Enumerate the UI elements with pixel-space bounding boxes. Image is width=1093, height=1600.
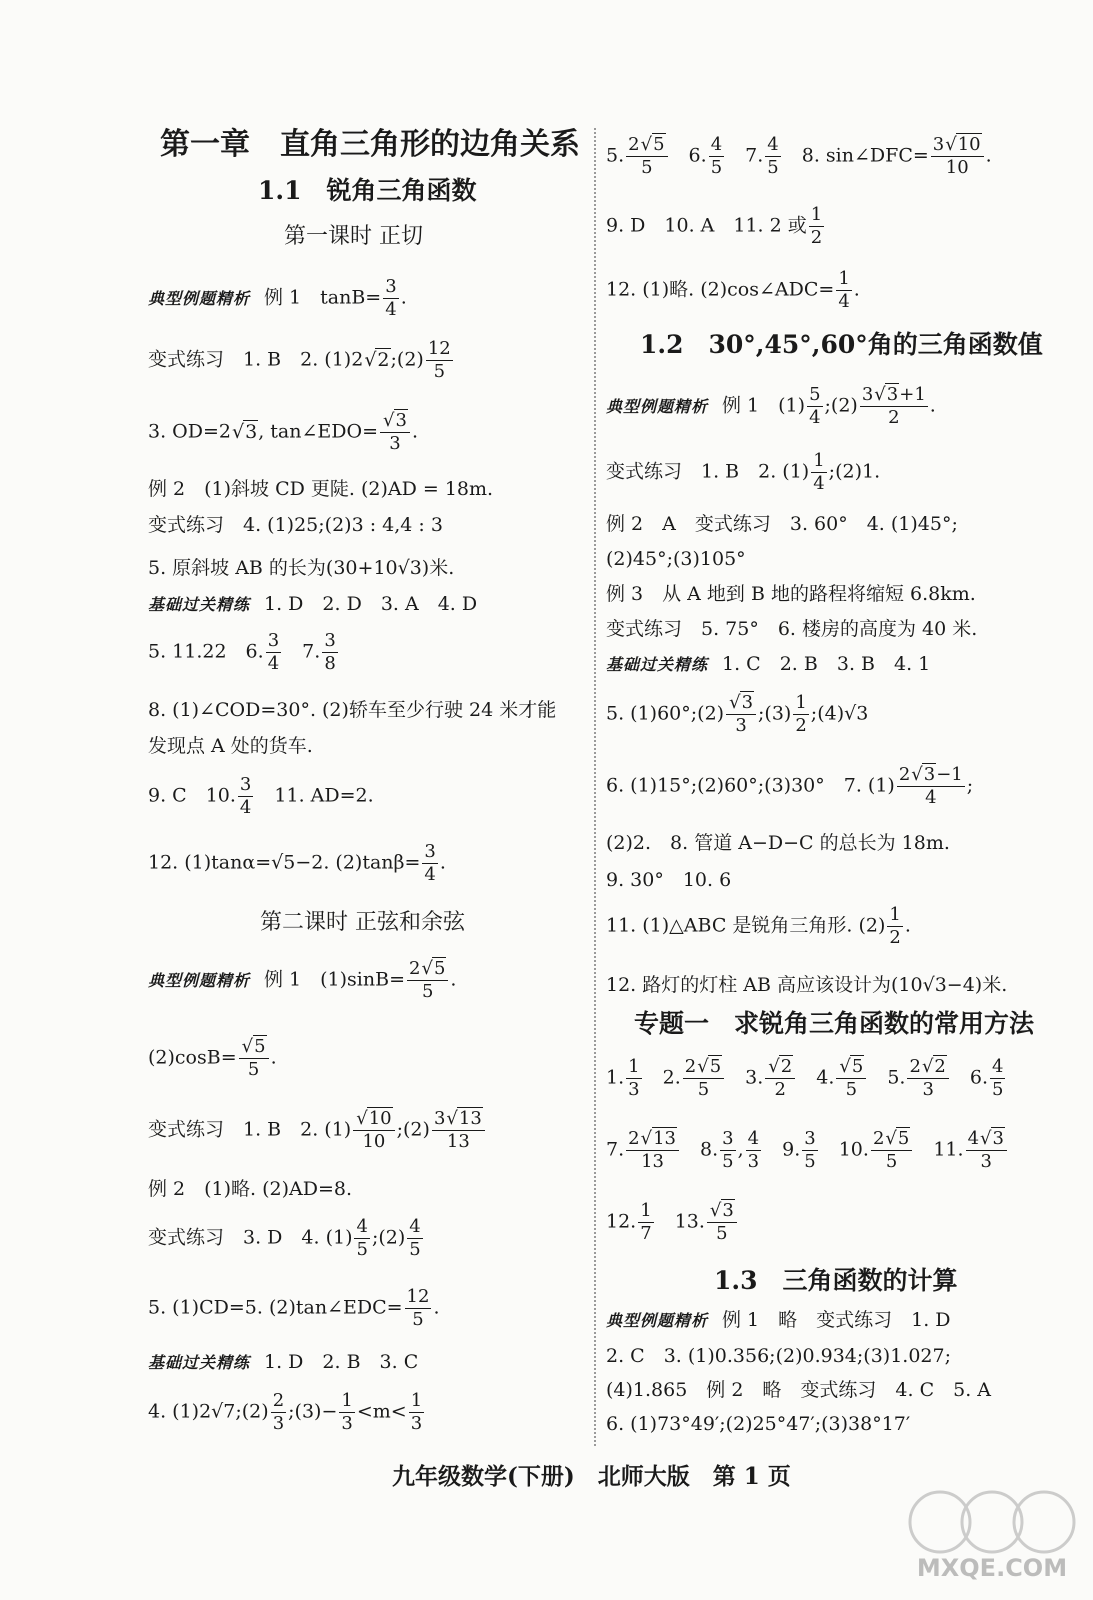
fraction: $\frac{1}{3}$ [410, 1390, 423, 1434]
r2-item-11: 11. (1)△ABC 是锐角三角形. (2) $\frac{1}{2}$ . [606, 904, 911, 948]
fraction: √ $\frac{10}{10}$ [353, 1110, 394, 1151]
fraction: $\frac{2}{3}$ [272, 1390, 285, 1434]
fraction: $\frac{1}{3}$ [628, 1056, 640, 1100]
fraction: $\frac{3}{8}$ [324, 630, 336, 674]
label-typical: 典型例题精析 [148, 288, 251, 308]
fraction: $\frac{3√ 3+1}{2}$ [860, 386, 928, 427]
l1-items-5-7: 5. 11.22 6. $\frac{3}{4}$ 7. $\frac{3}{8}$ [148, 630, 336, 674]
chapter-title: 第一章 直角三角形的边角关系 [160, 127, 580, 162]
l2-item-5: 5. (1)CD=5. (2)tan∠EDC= $\frac{12}{5}$ . [148, 1286, 440, 1330]
l2-variant-1: 变式练习 1. B 2. (1) √ $\frac{10}{10}$ ;(2) $\frac{3√ 13}{13}$ [148, 1110, 487, 1151]
fraction: $\frac{2√ 3-1}{4}$ [897, 766, 965, 807]
l1-example-2: 例 2 (1)斜坡 CD 更陡. (2)AD = 18m. [148, 478, 494, 500]
r2-example-2: 例 2 A 变式练习 3. 60° 4. (1)45°; [606, 513, 958, 535]
l1-item-8b: 发现点 A 处的货车. [148, 735, 313, 757]
r-item-12: 12. (1)略. (2)cos∠ADC= $\frac{1}{4}$ . [606, 268, 860, 312]
r2-variant-3: 变式练习 5. 75° 6. 楼房的高度为 40 米. [606, 618, 978, 640]
fraction: √ $\frac{5}{5}$ [239, 1038, 269, 1079]
l2-example-1: 典型例题精析 例 1 (1)sinB= $\frac{2√ 5}{5}$ . [148, 960, 456, 1001]
fraction: $\frac{4}{5}$ [992, 1056, 1004, 1100]
t-items-7-11: 7. $\frac{2√ 13}{13}$ 8. $\frac{3}{5}$ , $\frac{4}{3}$ 9. $\frac{3}{5}$ 10. $\frac{2√ 5}{5}$ 11. $\frac{4√ 3}{3}$ [606, 1130, 1009, 1171]
t-items-12-13: 12. $\frac{1}{7}$ 13. √ $\frac{3}{5}$ [606, 1202, 739, 1243]
fraction: √ $\frac{5}{5}$ [836, 1058, 866, 1099]
fraction: $\frac{4}{5}$ [767, 134, 779, 178]
fraction: $\frac{1}{4}$ [813, 450, 825, 494]
section-title-1-3: 1.3 三角函数的计算 [714, 1266, 958, 1295]
fraction: $\frac{3}{4}$ [239, 774, 252, 818]
r2-example-1: 典型例题精析 例 1 (1) $\frac{5}{4}$ ;(2) $\frac{3√ 3+1}{2}$ . [606, 386, 936, 427]
fraction: $\frac{1}{2}$ [889, 904, 901, 948]
fraction: $\frac{3}{4}$ [385, 276, 397, 320]
fraction: √ $\frac{3}{3}$ [380, 412, 410, 453]
fraction: $\frac{3}{5}$ [804, 1128, 816, 1172]
l2-example-1b: (2)cosB= √ $\frac{5}{5}$ . [148, 1038, 277, 1079]
fraction: $\frac{1}{2}$ [810, 204, 823, 248]
fraction: $\frac{2√ 5}{5}$ [407, 960, 448, 1001]
fraction: $\frac{2√ 13}{13}$ [626, 1130, 679, 1171]
l2-item-4: 4. (1)2√7;(2) $\frac{2}{3}$ ;(3)− $\frac{1}{3}$ <m< $\frac{1}{3}$ [148, 1390, 423, 1434]
fraction: $\frac{3√ 13}{13}$ [432, 1110, 485, 1151]
label-basic: 基础过关精练 [148, 1353, 251, 1372]
l1-variant-1: 变式练习 1. B 2. (1)2√ 2;(2) $\frac{12}{5}$ [148, 340, 455, 381]
l1-basic: 基础过关精练 1. D 2. D 3. A 4. D [148, 593, 478, 615]
label-basic: 基础过关精练 [148, 595, 251, 614]
r3-item-2-3: 2. C 3. (1)0.356;(2)0.934;(3)1.027; [606, 1345, 951, 1367]
l1-items-9-11: 9. C 10. $\frac{3}{4}$ 11. AD=2. [148, 774, 374, 818]
label-basic: 基础过关精练 [606, 655, 709, 674]
l1-variant-2: 变式练习 4. (1)25;(2)3 : 4,4 : 3 [148, 514, 443, 536]
r2-items-6-7: 6. (1)15°;(2)60°;(3)30° 7. (1) $\frac{2√ 3-1}{4}$ ; [606, 766, 973, 807]
page-footer: 九年级数学(下册) 北师大版 第 1 页 [392, 1463, 791, 1490]
r2-item-12: 12. 路灯的灯柱 AB 高应该设计为(10√3−4)米. [606, 974, 1008, 996]
r3-item-6: 6. (1)73°49′;(2)25°47′;(3)38°17′ [606, 1413, 911, 1435]
topic-title-1: 专题一 求锐角三角函数的常用方法 [634, 1009, 1035, 1038]
column-divider [594, 128, 596, 1446]
fraction: $\frac{2√ 5}{5}$ [683, 1058, 724, 1099]
fraction: $\frac{12}{5}$ [406, 1286, 430, 1330]
fraction: $\frac{4}{5}$ [409, 1216, 421, 1260]
l1-item-12: 12. (1)tanα=√5−2. (2)tanβ= $\frac{3}{4}$ . [148, 841, 446, 885]
fraction: $\frac{2√ 5}{5}$ [626, 136, 667, 177]
r2-item-5: 5. (1)60°;(2) √ $\frac{3}{3}$ ;(3) $\frac{1}{2}$ ;(4)√3 [606, 694, 868, 735]
r2-example-2b: (2)45°;(3)105° [606, 548, 746, 570]
fraction: $\frac{1}{4}$ [838, 268, 850, 312]
r2-items-9-10: 9. 30° 10. 6 [606, 869, 732, 891]
fraction: √ $\frac{3}{5}$ [707, 1202, 737, 1243]
l1-item-3: 3. OD=2√ 3, tan∠EDO= √ $\frac{3}{3}$ . [148, 412, 418, 453]
fraction: $\frac{4√ 3}{3}$ [966, 1130, 1007, 1171]
r-items-9-11: 9. D 10. A 11. 2 或 $\frac{1}{2}$ [606, 204, 823, 248]
fraction: $\frac{1}{2}$ [795, 692, 807, 736]
fraction: $\frac{1}{3}$ [341, 1390, 353, 1434]
fraction: $\frac{5}{4}$ [809, 384, 821, 428]
t-items-1-6: 1. $\frac{1}{3}$ 2. $\frac{2√ 5}{5}$ 3. √ $\frac{2}{2}$ 4. √ $\frac{5}{5}$ 5. $\frac{2√ 2}{3}$ 6. $\frac{4}{5}$ [606, 1058, 1007, 1099]
fraction: $\frac{2√ 2}{3}$ [907, 1058, 948, 1099]
r-items-5-8: 5. $\frac{2√ 5}{5}$ 6. $\frac{4}{5}$ 7. $\frac{4}{5}$ 8. sin∠DFC= $\frac{3√ 10}{10}$ . [606, 136, 992, 177]
fraction: √ $\frac{3}{3}$ [726, 694, 756, 735]
section-title-1-2: 1.2 30°,45°,60°角的三角函数值 [640, 330, 1043, 359]
fraction: $\frac{3}{4}$ [267, 630, 280, 674]
r2-item-6b: (2)2. 8. 管道 A−D−C 的总长为 18m. [606, 832, 950, 854]
fraction: $\frac{3√ 10}{10}$ [931, 136, 984, 177]
lesson-title-1: 第一课时 正切 [284, 224, 423, 249]
watermark-logo [902, 1484, 1082, 1584]
l1-example-1: 典型例题精析 例 1 tanB= $\frac{3}{4}$ . [148, 276, 407, 320]
fraction: $\frac{12}{5}$ [427, 338, 451, 382]
fraction: $\frac{3}{5}$ [722, 1128, 734, 1172]
l2-variant-2: 变式练习 3. D 4. (1) $\frac{4}{5}$ ;(2) $\frac{4}{5}$ [148, 1216, 421, 1260]
r2-example-3: 例 3 从 A 地到 B 地的路程将缩短 6.8km. [606, 583, 976, 605]
fraction: $\frac{4}{3}$ [747, 1128, 760, 1172]
fraction: $\frac{4}{5}$ [710, 134, 723, 178]
r2-variant-1: 变式练习 1. B 2. (1) $\frac{1}{4}$ ;(2)1. [606, 450, 881, 494]
label-typical: 典型例题精析 [148, 970, 251, 990]
l1-item-8a: 8. (1)∠COD=30°. (2)轿车至少行驶 24 米才能 [148, 699, 557, 721]
fraction: √ $\frac{2}{2}$ [765, 1058, 795, 1099]
fraction: $\frac{4}{5}$ [356, 1216, 368, 1260]
watermark-text: MXQE.COM [916, 1554, 1068, 1582]
l2-basic: 基础过关精练 1. D 2. B 3. C [148, 1351, 419, 1373]
r2-basic: 基础过关精练 1. C 2. B 3. B 4. 1 [606, 653, 931, 675]
l2-example-2: 例 2 (1)略. (2)AD=8. [148, 1178, 353, 1200]
fraction: $\frac{3}{4}$ [424, 841, 436, 885]
l1-item-5: 5. 原斜坡 AB 的长为(30+10√3)米. [148, 557, 455, 579]
section-title-1-1: 1.1 锐角三角函数 [258, 176, 477, 205]
fraction: $\frac{2√ 5}{5}$ [871, 1130, 912, 1171]
lesson-title-2: 第二课时 正弦和余弦 [260, 910, 465, 935]
label-typical: 典型例题精析 [606, 396, 709, 416]
fraction: $\frac{1}{7}$ [640, 1200, 652, 1244]
r3-example-1: 典型例题精析 例 1 略 变式练习 1. D [606, 1309, 951, 1331]
r3-item-4: (4)1.865 例 2 略 变式练习 4. C 5. A [606, 1379, 992, 1401]
label-typical: 典型例题精析 [606, 1311, 709, 1330]
